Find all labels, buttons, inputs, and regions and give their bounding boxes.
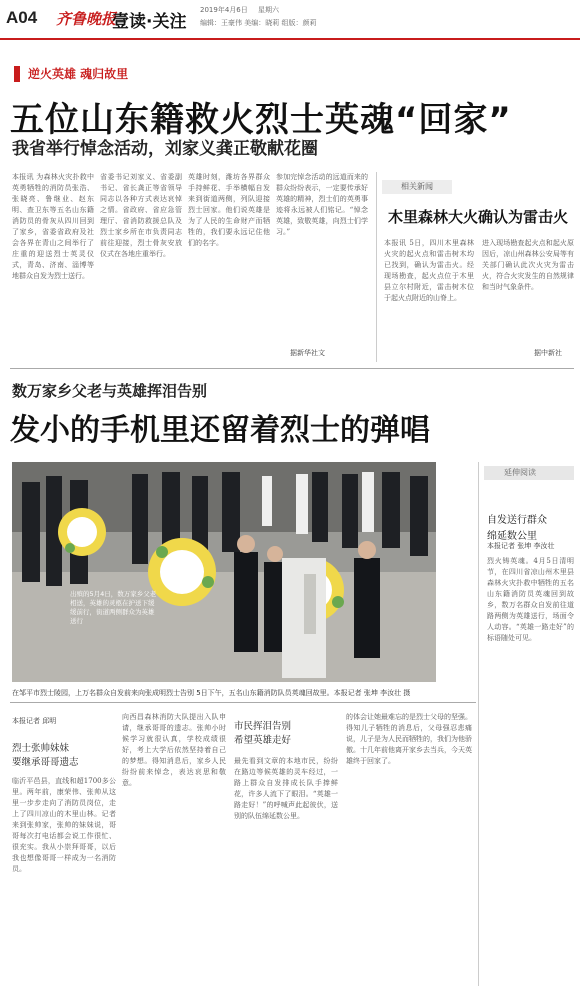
subsection-heading-1: 烈士张帅妹妹 要继承哥哥遗志 bbox=[12, 743, 79, 768]
bottom-column-3: 最先看到文章的本地市民，纷纷在路边等候英雄的灵车经过，一路上群众自发排成长队手捧鲜花，许多人流下了眼泪。“英雄一路走好！”的呼喊声此起彼伏，送别的队伍绵延数公里。 bbox=[234, 757, 338, 820]
staff-credits: 编辑：王豪伟 美编：晓莉 组版：颜莉 bbox=[200, 19, 317, 27]
subsection-heading-2: 市民挥泪告别 希望英雄走好 bbox=[234, 721, 292, 746]
related-headline: 木里森林大火确认为雷击火 bbox=[388, 208, 569, 226]
sidebar-byline: 本报记者 张坤 李汝壮 bbox=[487, 542, 555, 550]
bottom-column-1: 临沂平邑县，直线和超1700多公里。两年前，康荣伟、张帅从这里一步步走向了消防员岗位，走上了四川凉山的木里山林。记者来到张帅家，张帅的妹妹说，哥哥每次打电话都会说工作很忙、很充实。我从小崇拜哥哥，以后我也想像哥哥一样成为一名消防员。 bbox=[12, 777, 116, 873]
second-kicker: 数万家乡父老与英雄挥泪告别 bbox=[12, 382, 208, 400]
related-column-2: 进入现场勘查起火点和起火原因后，凉山州森林公安局等有关部门确认此次火灾为雷击火，符合火灾发生的自然规律和当时气象条件。 bbox=[482, 239, 574, 291]
photo-overlay-caption: 出殡的5月4日，数万家乡父老相送，英雄的灵柩在护送下缓缓前行，街道两侧群众为英雄送行 bbox=[70, 590, 157, 625]
article-column-2: 省委书记刘家义、省委副书记、省长龚正等省领导同志以各种方式表达哀悼之情。省政府、省应急管理厅、省消防救援总队及烈士家乡所在市负责同志前往迎接，烈士骨灰安放仪式在各地庄重举行。 bbox=[100, 173, 182, 258]
main-subheadline: 我省举行悼念活动，刘家义龚正敬献花圈 bbox=[12, 139, 318, 159]
article-column-1: 本报讯 为森林火灾扑救中英勇牺牲的消防员张浩、张晓亮、鲁继业、赵东明、查卫东等五名山东籍消防员的骨灰从四川回到了家乡，省委省政府及社会各界在青山之间举行了庄重的迎送烈士英灵仪式，青岛、济南、淄博等地群众自发为烈士送行。 bbox=[12, 173, 94, 280]
bottom-column-4: 的体会让她最难忘的是烈士父母的坚强。得知儿子牺牲的消息后，父母强忍悲痛说，儿子是为人民而牺牲的，我们为他骄傲。十几年前他离开家乡去当兵，今天英雄终于回家了。 bbox=[346, 713, 472, 765]
related-news-box bbox=[382, 170, 574, 230]
issue-weekday: 星期六 bbox=[258, 6, 279, 14]
section-divider bbox=[10, 368, 574, 369]
newspaper-logo: 齐鲁晚报 bbox=[56, 10, 117, 28]
caption-divider bbox=[10, 702, 476, 703]
article-column-3: 英雄时刻，潍坊各界群众手持鲜花、手举横幅自发来到街道两侧，列队迎接烈士回家。他们说英雄是为了人民的生命财产而牺牲的，我们要永远记住他们的名字。 bbox=[188, 173, 270, 247]
related-credit: 据中新社 bbox=[534, 349, 562, 357]
related-column-1: 本报讯 5日，四川木里森林火灾的起火点和雷击树木均已找到，确认为雷击火。经现场勘查，起火点位于木里县立尔村附近，雷击树木位于起火点附近的山脊上。 bbox=[384, 239, 474, 302]
column-divider bbox=[376, 172, 377, 362]
issue-date: 2019年4月6日 bbox=[200, 6, 248, 14]
reporter-byline: 本报记者 邱明 bbox=[12, 717, 57, 725]
column-tag: 逆火英雄 魂归故里 bbox=[14, 66, 134, 82]
photo-caption: 在邹平市烈士陵园，上万名群众自发前来向张成明烈士告别 5日下午，五名山东籍消防队员英魂回故里。本报记者 张坤 李汝壮 摄 bbox=[12, 689, 411, 697]
section-title: 壹读·关注 bbox=[112, 12, 187, 32]
sidebar-headline: 自发送行群众 绵延数公里 bbox=[487, 515, 547, 542]
sidebar-article: 烈火铸英魂。4月5日清明节，在四川省凉山州木里县森林火灾扑救中牺牲的五名山东籍消防员英魂回到故乡，数万名群众自发前往道路两侧为英雄送行，场面令人动容。“英雄一路走好”的标语随处可见。 bbox=[487, 557, 574, 642]
bottom-column-2: 向西昌森林消防大队提出入队申请，继承哥哥的遗志。张帅小时候学习就很认真，学校成绩很好，考上大学后依然坚持着自己的梦想。得知消息后，家乡人民纷纷前来悼念，表达哀思和敬意。 bbox=[122, 713, 226, 787]
sidebar-divider bbox=[478, 462, 479, 986]
funeral-photo bbox=[12, 462, 436, 682]
masthead bbox=[0, 0, 580, 40]
source-credit: 据新华社文 bbox=[290, 349, 325, 357]
related-news-label: 相关新闻 bbox=[382, 180, 452, 194]
article-column-4: 参加完悼念活动的远道而来的群众纷纷表示，一定要传承好英雄的精神，烈士们的英勇事迹将永远被人们铭记。“悼念英雄，致敬英雄，向烈士们学习。” bbox=[276, 173, 368, 236]
page-number: A04 bbox=[6, 8, 38, 27]
main-headline: 五位山东籍救火烈士英魂“回家” bbox=[10, 100, 512, 140]
sidebar-tag: 延伸阅读 bbox=[484, 466, 574, 480]
funeral-photo-illustration bbox=[12, 462, 436, 682]
second-headline: 发小的手机里还留着烈士的弹唱 bbox=[10, 413, 430, 448]
